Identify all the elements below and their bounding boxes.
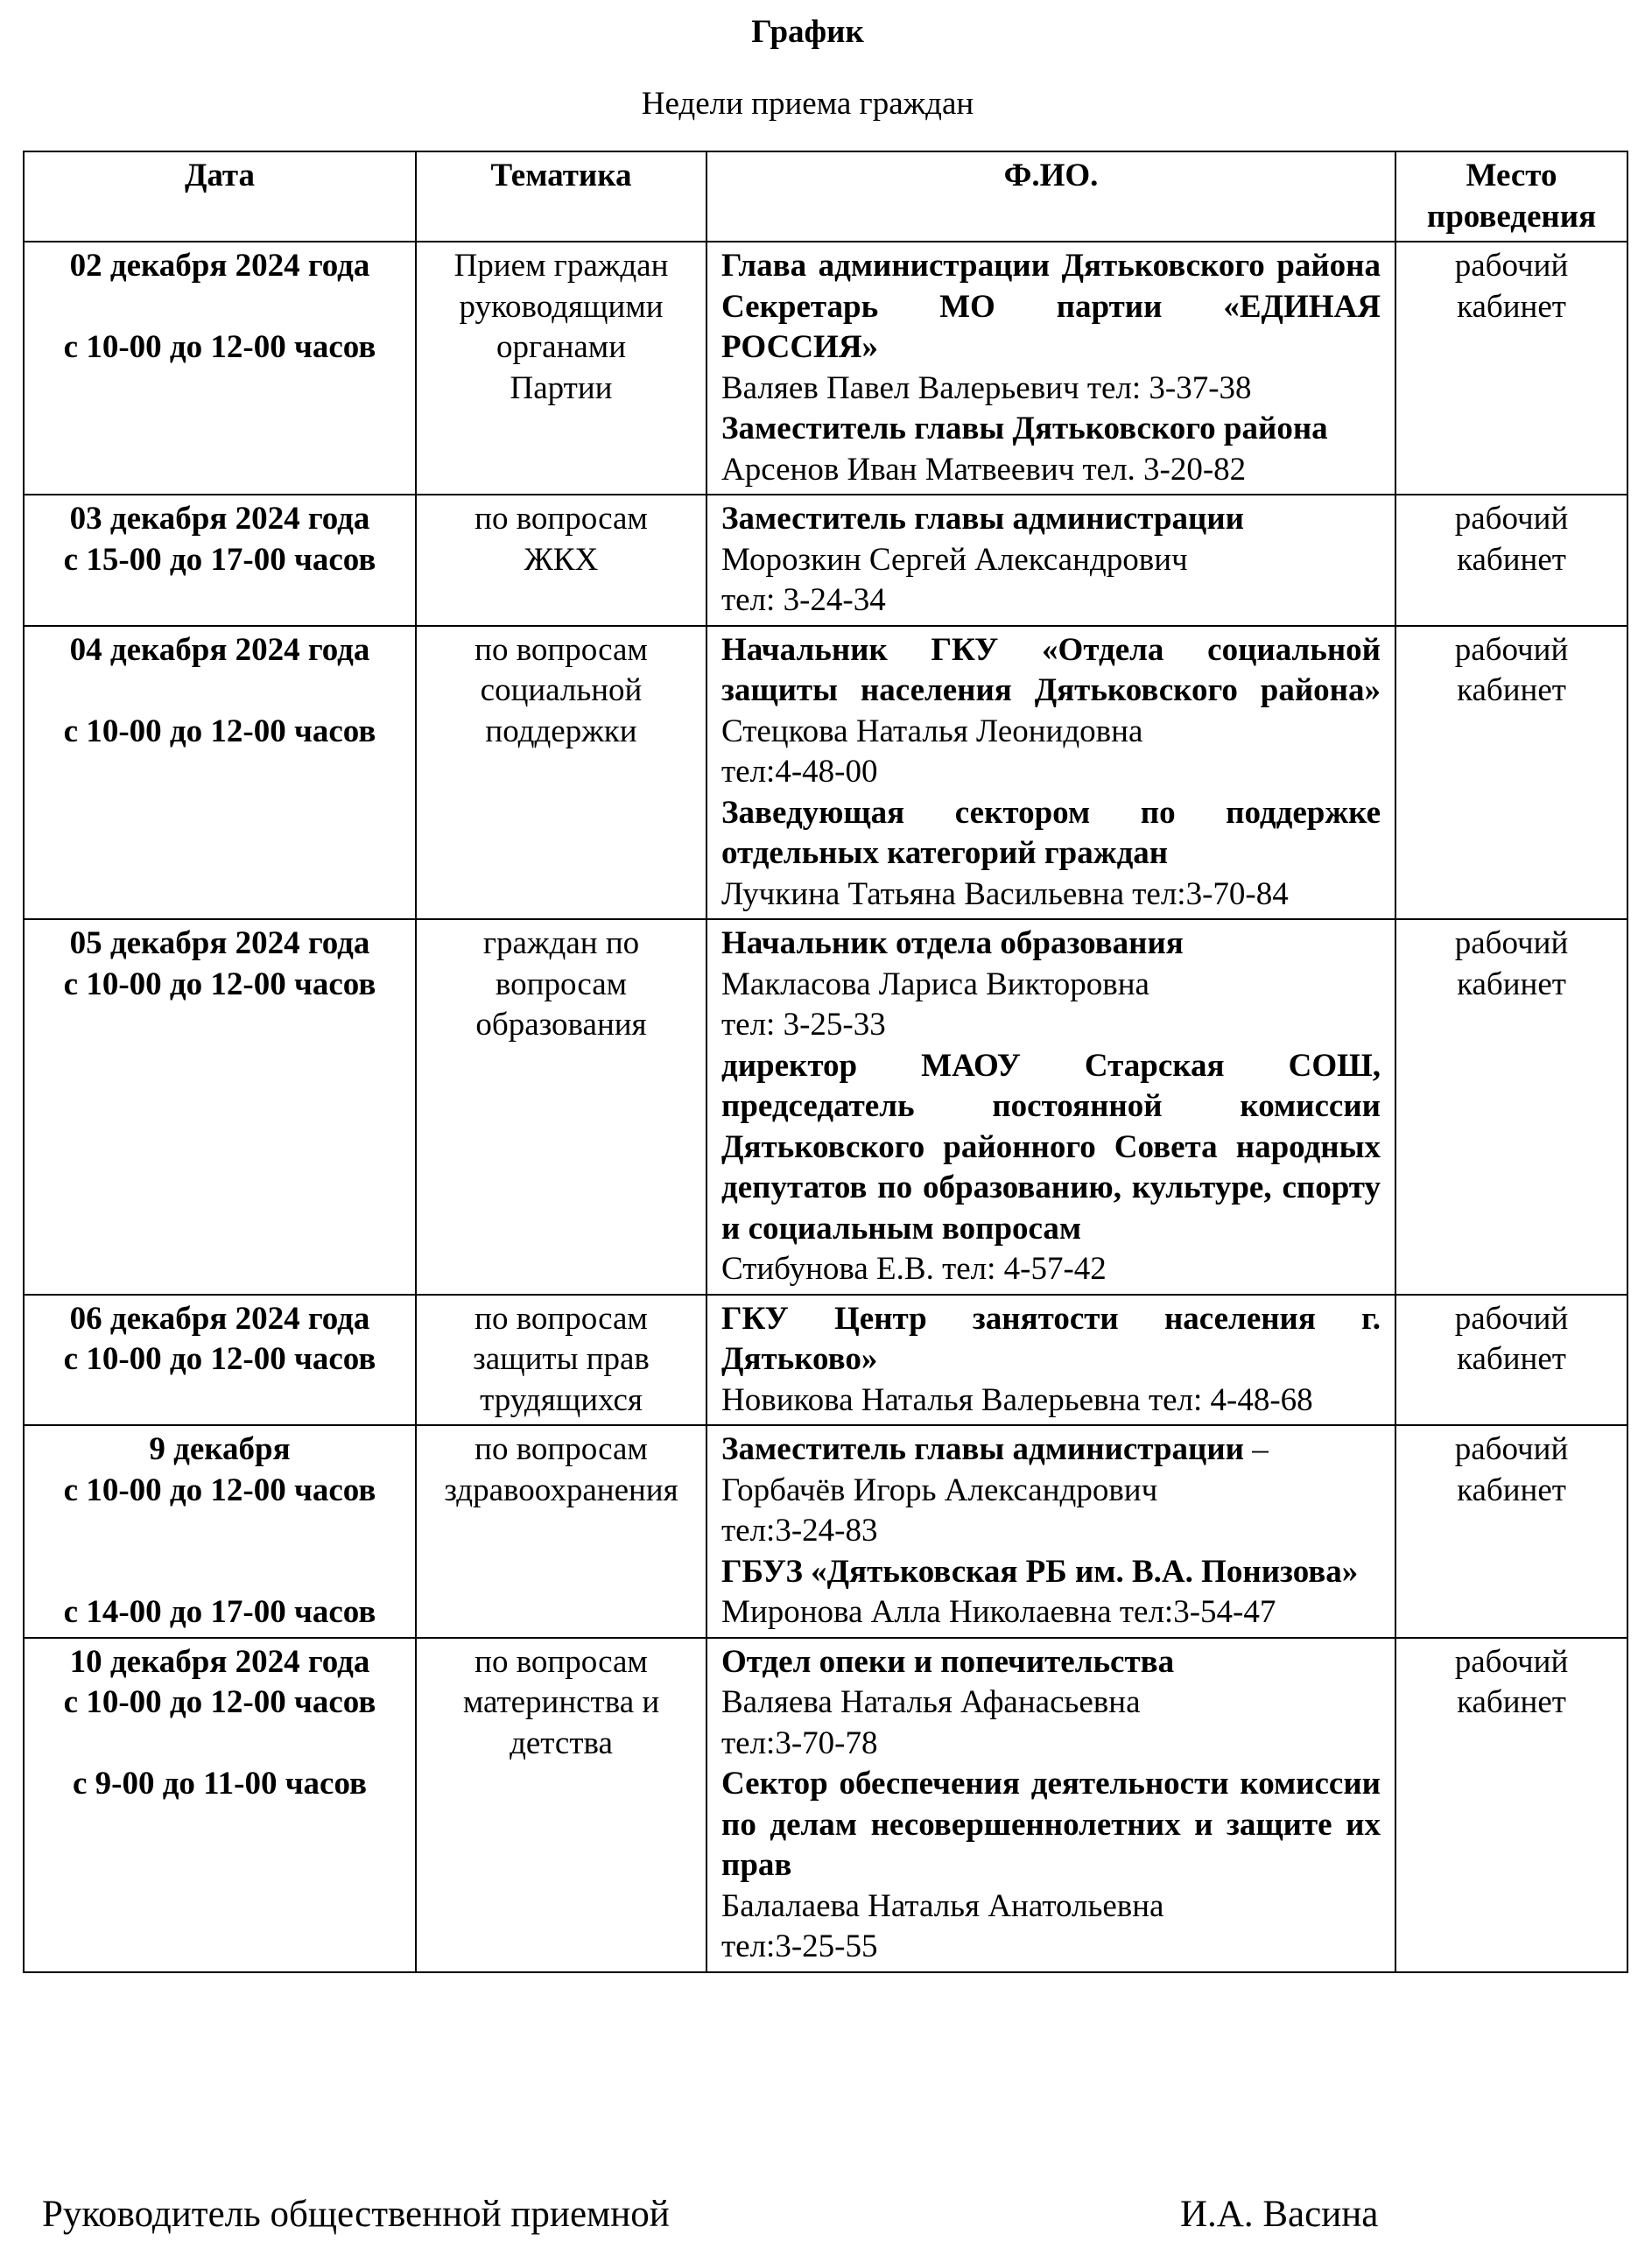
topic-cell (416, 919, 706, 1295)
topic-line: по вопросам (475, 1431, 648, 1467)
official-title: Начальник отдела образования (721, 925, 1184, 961)
official-name: Валяева Наталья Афанасьевна (721, 1684, 1141, 1720)
table-row (24, 919, 1627, 1295)
header-date: Дата (24, 151, 416, 242)
official-title: Отдел опеки и попечительства (721, 1643, 1175, 1680)
official-name: Балалаева Наталья Анатольевна (721, 1887, 1164, 1924)
topic-cell (416, 495, 706, 626)
topic-line: граждан по (482, 925, 640, 961)
official-phone: тел:3-25-55 (721, 1928, 878, 1964)
header-place (1395, 151, 1627, 242)
official-phone: тел:3-70-78 (721, 1725, 878, 1761)
topic-line: руководящими (459, 288, 664, 325)
person-cell (706, 919, 1395, 1295)
schedule-table (23, 151, 1628, 1973)
place-cell (1395, 242, 1627, 495)
topic-line: по вопросам (475, 1643, 648, 1680)
place-cell (1395, 919, 1627, 1295)
table-row (24, 1295, 1627, 1426)
official-name: Морозкин Сергей Александрович (721, 541, 1188, 578)
table-header-row (24, 151, 1627, 242)
official-title: ГКУ Центр занятости населения г. Дятьково» (721, 1300, 1381, 1377)
place-line: рабочий (1454, 501, 1569, 537)
place-cell (1395, 1425, 1627, 1638)
topic-cell (416, 626, 706, 920)
place-line: кабинет (1457, 1472, 1566, 1508)
person-cell (706, 1425, 1395, 1638)
date-cell (24, 495, 416, 626)
official-title: Заместитель главы администрации (721, 1431, 1244, 1467)
topic-cell (416, 242, 706, 495)
time-line: с 10-00 до 12-00 часов (63, 966, 376, 1002)
date-line: 02 декабря 2024 года (69, 248, 370, 284)
person-cell (706, 1638, 1395, 1972)
official-title: Глава администрации Дятьковского района Секретарь МО партии «ЕДИНАЯ РОССИЯ» (721, 248, 1381, 365)
place-line: кабинет (1457, 1341, 1566, 1377)
place-line: кабинет (1457, 541, 1566, 578)
official-phone: тел:3-24-83 (721, 1513, 878, 1549)
person-cell (706, 495, 1395, 626)
official-phone: тел: 3-25-33 (721, 1007, 886, 1043)
header-person: Ф.ИО. (706, 151, 1395, 242)
topic-line: Партии (510, 369, 613, 406)
official-title: Заведующая сектором по поддержке отдельных категорий граждан (721, 794, 1381, 871)
date-cell (24, 1425, 416, 1638)
place-line: рабочий (1454, 248, 1569, 284)
place-line: рабочий (1454, 925, 1569, 961)
table-row (24, 495, 1627, 626)
place-line: кабинет (1457, 966, 1566, 1002)
table-row (24, 1425, 1627, 1638)
official-phone: тел: 3-24-34 (721, 582, 886, 618)
official-entry (721, 630, 1381, 753)
signatory-name: И.А. Васина (1180, 2194, 1379, 2235)
place-line: рабочий (1454, 1431, 1569, 1467)
date-cell (24, 1638, 416, 1972)
place-line: кабинет (1457, 672, 1566, 708)
time-line: с 10-00 до 12-00 часов (63, 329, 376, 365)
topic-line: вопросам (495, 966, 628, 1002)
header-place-line: Место (1466, 158, 1557, 193)
place-line: кабинет (1457, 288, 1566, 325)
place-line: рабочий (1454, 1643, 1569, 1680)
time-line: с 10-00 до 12-00 часов (63, 1341, 376, 1377)
place-line: кабинет (1457, 1684, 1566, 1720)
topic-cell (416, 1295, 706, 1426)
official-name: Новикова Наталья Валерьевна тел: 4-48-68 (721, 1381, 1313, 1418)
table-row (24, 626, 1627, 920)
person-cell (706, 242, 1395, 495)
date-line: 9 декабря (149, 1431, 291, 1467)
time-line: с 10-00 до 12-00 часов (63, 1472, 376, 1508)
topic-cell (416, 1425, 706, 1638)
time-line: с 15-00 до 17-00 часов (63, 541, 376, 578)
official-name: Миронова Алла Николаевна тел:3-54-47 (721, 1594, 1276, 1630)
topic-line: детства (510, 1725, 613, 1761)
official-title-dash: – (1243, 1431, 1269, 1467)
place-line: рабочий (1454, 1300, 1569, 1337)
official-title: Начальник ГКУ «Отдела социальной защиты населения Дятьковского района» (721, 631, 1381, 708)
table-row (24, 242, 1627, 495)
official-name: Стибунова Е.В. тел: 4-57-42 (721, 1251, 1107, 1287)
time-line: с 9-00 до 11-00 часов (72, 1766, 368, 1802)
time-line: с 14-00 до 17-00 часов (63, 1594, 376, 1630)
date-cell (24, 626, 416, 920)
place-cell (1395, 1295, 1627, 1426)
official-name: Лучкина Татьяна Васильевна тел:3-70-84 (721, 875, 1289, 912)
date-line: 03 декабря 2024 года (69, 501, 370, 537)
document-title: График (751, 14, 864, 50)
date-line: 05 декабря 2024 года (69, 925, 370, 961)
official-name: Арсенов Иван Матвеевич тел. 3-20-82 (721, 451, 1247, 488)
place-cell (1395, 1638, 1627, 1972)
topic-line: здравоохранения (444, 1472, 678, 1508)
date-cell (24, 1295, 416, 1426)
header-topic: Тематика (416, 151, 706, 242)
official-title: Заместитель главы Дятьковского района (721, 411, 1328, 446)
topic-line: Прием граждан (453, 248, 669, 284)
topic-line: защиты прав (473, 1341, 650, 1377)
topic-line: социальной (480, 672, 643, 708)
topic-line: органами (496, 329, 627, 365)
topic-line: материнства и (462, 1684, 660, 1720)
official-name: Стецкова Наталья Леонидовна (721, 713, 1143, 749)
topic-line: образования (475, 1007, 647, 1043)
official-name: Валяев Павел Валерьевич тел: 3-37-38 (721, 369, 1252, 406)
official-entry (721, 1430, 1381, 1471)
official-title: Сектор обеспечения деятельности комиссии по делам несовершеннолетних и защите их прав (721, 1766, 1381, 1883)
document-subtitle: Недели приема граждан (641, 86, 974, 122)
official-title: Заместитель главы администрации (721, 501, 1244, 537)
official-title: директор МАОУ Старская СОШ, председатель постоянной комиссии Дятьковского районного Совета народных депутатов по образованию, культуре, спорту и социальным вопросам (721, 1047, 1381, 1247)
date-cell (24, 242, 416, 495)
person-cell (706, 1295, 1395, 1426)
place-cell (1395, 626, 1627, 920)
topic-line: ЖКХ (524, 541, 599, 578)
table-row (24, 1638, 1627, 1972)
time-line: с 10-00 до 12-00 часов (63, 713, 376, 749)
topic-line: трудящихся (480, 1381, 643, 1418)
topic-line: поддержки (485, 713, 637, 749)
date-line: 06 декабря 2024 года (69, 1300, 370, 1337)
time-line: с 10-00 до 12-00 часов (63, 1684, 376, 1720)
topic-line: по вопросам (475, 1300, 648, 1337)
official-title: ГБУЗ «Дятьковская РБ им. В.А. Понизова» (721, 1553, 1359, 1590)
official-phone: тел:4-48-00 (721, 754, 878, 790)
person-cell (706, 626, 1395, 920)
place-line: рабочий (1454, 631, 1569, 668)
date-line: 04 декабря 2024 года (69, 631, 370, 668)
date-cell (24, 919, 416, 1295)
official-name: Макласова Лариса Викторовна (721, 966, 1149, 1002)
topic-cell (416, 1638, 706, 1972)
header-place-line: проведения (1426, 198, 1597, 235)
official-name: Горбачёв Игорь Александрович (721, 1472, 1158, 1508)
place-cell (1395, 495, 1627, 626)
topic-line: по вопросам (475, 631, 648, 668)
signatory-position: Руководитель общественной приемной (42, 2194, 670, 2235)
date-line: 10 декабря 2024 года (69, 1643, 370, 1680)
topic-line: по вопросам (475, 501, 648, 537)
